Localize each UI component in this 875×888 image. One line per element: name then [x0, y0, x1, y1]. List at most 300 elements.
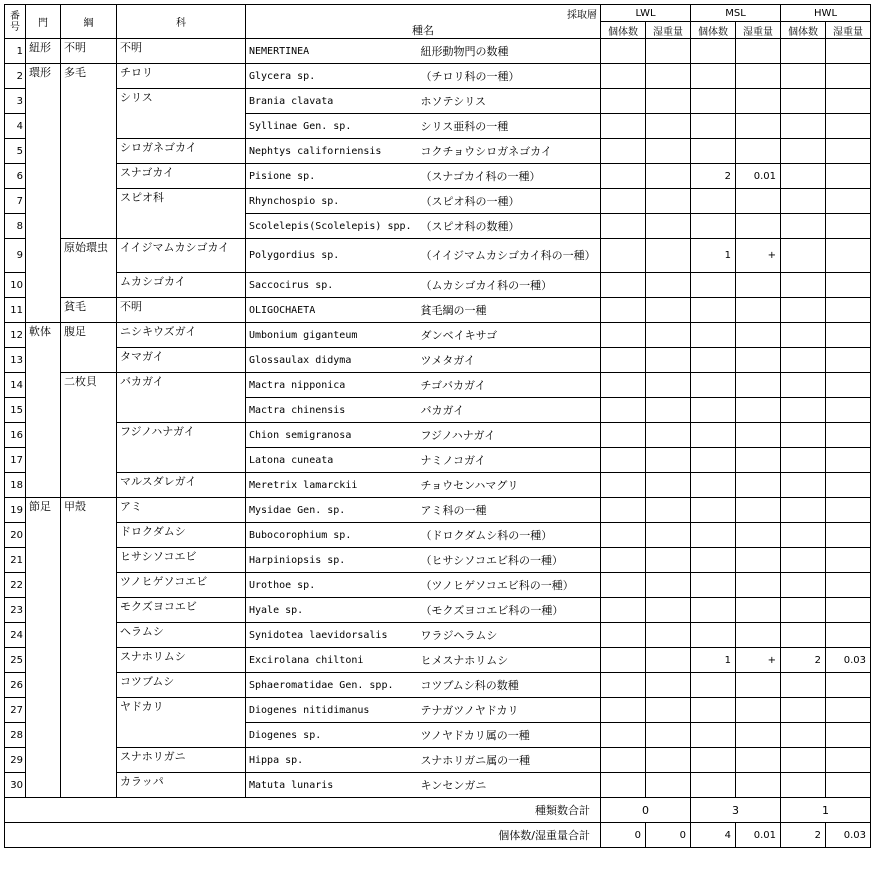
msl-weight: [736, 698, 781, 723]
hwl-weight: [826, 323, 871, 348]
family-cell: モクズヨコエビ: [117, 598, 246, 623]
msl-weight: [736, 398, 781, 423]
japanese-name: ツノヤドカリ属の一種: [418, 723, 601, 748]
lwl-weight: [646, 448, 691, 473]
header-layer: 採取層: [567, 10, 597, 21]
scientific-name: Synidotea laevidorsalis: [246, 623, 418, 648]
row-number: 20: [5, 523, 26, 548]
lwl-count: [601, 723, 646, 748]
hwl-count: [781, 348, 826, 373]
msl-weight: [736, 64, 781, 89]
msl-count: [691, 698, 736, 723]
row-number: 27: [5, 698, 26, 723]
msl-count: 1: [691, 239, 736, 273]
scientific-name: NEMERTINEA: [246, 39, 418, 64]
table-row: [5, 773, 871, 798]
family-cell: ツノヒゲソコエビ: [117, 573, 246, 598]
row-number: 21: [5, 548, 26, 573]
msl-count: [691, 673, 736, 698]
row-number: 7: [5, 189, 26, 214]
row-number: 16: [5, 423, 26, 448]
japanese-name: ナミノコガイ: [418, 448, 601, 473]
lwl-count: [601, 573, 646, 598]
scientific-name: Pisione sp.: [246, 164, 418, 189]
msl-weight: [736, 89, 781, 114]
row-number: 3: [5, 89, 26, 114]
table-row: [5, 748, 871, 773]
table-row: [5, 164, 871, 189]
family-cell: ドロクダムシ: [117, 523, 246, 548]
msl-count: [691, 598, 736, 623]
table-row: [5, 189, 871, 214]
lwl-weight: [646, 723, 691, 748]
hwl-count: [781, 139, 826, 164]
hwl-weight: [826, 348, 871, 373]
family-cell: スナホリガニ: [117, 748, 246, 773]
scientific-name: Syllinae Gen. sp.: [246, 114, 418, 139]
msl-count: [691, 64, 736, 89]
scientific-name: Mactra nipponica: [246, 373, 418, 398]
total-species-msl: 3: [691, 798, 781, 823]
hwl-weight: [826, 398, 871, 423]
class-cell: 腹足: [61, 323, 117, 373]
family-cell: カラッパ: [117, 773, 246, 798]
hwl-weight: [826, 548, 871, 573]
table-row: [5, 623, 871, 648]
japanese-name: ホソテシリス: [418, 89, 601, 114]
msl-weight: [736, 573, 781, 598]
lwl-weight: [646, 89, 691, 114]
phylum-cell: 軟体: [26, 323, 61, 498]
table-row: [5, 39, 871, 64]
hwl-weight: [826, 89, 871, 114]
lwl-weight: [646, 189, 691, 214]
hwl-weight: [826, 473, 871, 498]
lwl-weight: [646, 139, 691, 164]
hwl-count: [781, 673, 826, 698]
msl-weight: [736, 348, 781, 373]
japanese-name: コツブムシ科の数種: [418, 673, 601, 698]
hwl-weight: [826, 573, 871, 598]
lwl-count: [601, 498, 646, 523]
japanese-name: テナガツノヤドカリ: [418, 698, 601, 723]
scientific-name: Nephtys californiensis: [246, 139, 418, 164]
scientific-name: Chion semigranosa: [246, 423, 418, 448]
scientific-name: Mactra chinensis: [246, 398, 418, 423]
scientific-name: Brania clavata: [246, 89, 418, 114]
hwl-count: [781, 89, 826, 114]
msl-weight: [736, 773, 781, 798]
msl-count: [691, 523, 736, 548]
scientific-name: Harpiniopsis sp.: [246, 548, 418, 573]
header-no: 番号: [5, 5, 26, 39]
hwl-count: [781, 548, 826, 573]
table-row: [5, 698, 871, 723]
total-species-label: 種類数合計: [5, 798, 601, 823]
japanese-name: 貧毛綱の一種: [418, 298, 601, 323]
msl-count: [691, 273, 736, 298]
hwl-count: [781, 214, 826, 239]
row-number: 1: [5, 39, 26, 64]
msl-weight: [736, 423, 781, 448]
lwl-count: [601, 623, 646, 648]
scientific-name: Urothoe sp.: [246, 573, 418, 598]
family-cell: シリス: [117, 89, 246, 139]
hwl-weight: [826, 773, 871, 798]
class-cell: 甲殻: [61, 498, 117, 798]
hwl-count: [781, 523, 826, 548]
msl-weight: [736, 298, 781, 323]
lwl-count: [601, 239, 646, 273]
msl-weight: [736, 273, 781, 298]
lwl-weight: [646, 398, 691, 423]
total-species-lwl: 0: [601, 798, 691, 823]
lwl-weight: [646, 114, 691, 139]
msl-count: [691, 548, 736, 573]
family-cell: 不明: [117, 298, 246, 323]
msl-count: [691, 348, 736, 373]
row-number: 5: [5, 139, 26, 164]
lwl-count: [601, 298, 646, 323]
header-lwl: LWL: [601, 5, 691, 22]
class-cell: 二枚貝: [61, 373, 117, 498]
japanese-name: ツメタガイ: [418, 348, 601, 373]
table-row: [5, 64, 871, 89]
lwl-count: [601, 373, 646, 398]
scientific-name: Rhynchospio sp.: [246, 189, 418, 214]
msl-weight: [736, 473, 781, 498]
hwl-count: [781, 598, 826, 623]
family-cell: イイジマムカシゴカイ: [117, 239, 246, 273]
table-row: [5, 598, 871, 623]
scientific-name: Latona cuneata: [246, 448, 418, 473]
hwl-weight: [826, 164, 871, 189]
japanese-name: スナホリガニ属の一種: [418, 748, 601, 773]
total-msl-count: 4: [691, 823, 736, 848]
scientific-name: Bubocorophium sp.: [246, 523, 418, 548]
hwl-count: [781, 114, 826, 139]
scientific-name: Excirolana chiltoni: [246, 648, 418, 673]
row-number: 14: [5, 373, 26, 398]
msl-count: [691, 423, 736, 448]
hwl-weight: [826, 698, 871, 723]
msl-count: [691, 748, 736, 773]
japanese-name: 紐形動物門の数種: [418, 39, 601, 64]
hwl-count: [781, 298, 826, 323]
table-row: [5, 323, 871, 348]
lwl-count: [601, 39, 646, 64]
row-number: 15: [5, 398, 26, 423]
msl-weight: [736, 748, 781, 773]
hwl-weight: [826, 239, 871, 273]
lwl-count: [601, 64, 646, 89]
scientific-name: Hyale sp.: [246, 598, 418, 623]
lwl-weight: [646, 598, 691, 623]
hwl-count: [781, 164, 826, 189]
hwl-weight: [826, 139, 871, 164]
msl-weight: [736, 523, 781, 548]
hwl-weight: [826, 39, 871, 64]
lwl-count: [601, 323, 646, 348]
msl-weight: [736, 39, 781, 64]
hwl-count: [781, 623, 826, 648]
msl-weight: +: [736, 648, 781, 673]
lwl-count: [601, 523, 646, 548]
row-number: 26: [5, 673, 26, 698]
table-row: [5, 373, 871, 398]
row-number: 22: [5, 573, 26, 598]
lwl-weight: [646, 773, 691, 798]
japanese-name: （スナゴカイ科の一種）: [418, 164, 601, 189]
lwl-count: [601, 114, 646, 139]
scientific-name: OLIGOCHAETA: [246, 298, 418, 323]
hwl-count: [781, 64, 826, 89]
japanese-name: シリス亜科の一種: [418, 114, 601, 139]
row-number: 18: [5, 473, 26, 498]
msl-weight: [736, 448, 781, 473]
header-lwl-count: 個体数: [601, 22, 646, 39]
japanese-name: （ムカシゴカイ科の一種）: [418, 273, 601, 298]
lwl-count: [601, 673, 646, 698]
japanese-name: ヒメスナホリムシ: [418, 648, 601, 673]
msl-weight: [736, 598, 781, 623]
header-class: 綱: [61, 5, 117, 39]
japanese-name: （イイジマムカシゴカイ科の一種）: [418, 239, 601, 273]
scientific-name: Matuta lunaris: [246, 773, 418, 798]
lwl-weight: [646, 698, 691, 723]
hwl-weight: [826, 214, 871, 239]
table-row: [5, 298, 871, 323]
hwl-count: 2: [781, 648, 826, 673]
hwl-weight: [826, 598, 871, 623]
table-row: [5, 423, 871, 448]
family-cell: 不明: [117, 39, 246, 64]
total-species-hwl: 1: [781, 798, 871, 823]
scientific-name: Polygordius sp.: [246, 239, 418, 273]
family-cell: スナゴカイ: [117, 164, 246, 189]
total-lwl-weight: 0: [646, 823, 691, 848]
lwl-weight: [646, 164, 691, 189]
japanese-name: フジノハナガイ: [418, 423, 601, 448]
lwl-count: [601, 164, 646, 189]
hwl-weight: [826, 748, 871, 773]
class-cell: 貧毛: [61, 298, 117, 323]
msl-weight: [736, 189, 781, 214]
header-species: 種名: [412, 24, 434, 37]
family-cell: ヒサシソコエビ: [117, 548, 246, 573]
hwl-weight: [826, 423, 871, 448]
hwl-weight: [826, 448, 871, 473]
row-number: 19: [5, 498, 26, 523]
scientific-name: Saccocirus sp.: [246, 273, 418, 298]
family-cell: アミ: [117, 498, 246, 523]
family-cell: ヘラムシ: [117, 623, 246, 648]
family-cell: バカガイ: [117, 373, 246, 423]
msl-count: [691, 473, 736, 498]
japanese-name: ワラジヘラムシ: [418, 623, 601, 648]
lwl-weight: [646, 523, 691, 548]
row-number: 10: [5, 273, 26, 298]
header-lwl-weight: 湿重量: [646, 22, 691, 39]
scientific-name: Hippa sp.: [246, 748, 418, 773]
msl-weight: +: [736, 239, 781, 273]
lwl-weight: [646, 548, 691, 573]
header-msl-weight: 湿重量: [736, 22, 781, 39]
lwl-weight: [646, 673, 691, 698]
japanese-name: （スピオ科の一種）: [418, 189, 601, 214]
msl-count: 2: [691, 164, 736, 189]
lwl-count: [601, 748, 646, 773]
hwl-weight: 0.03: [826, 648, 871, 673]
msl-count: [691, 39, 736, 64]
phylum-cell: 節足: [26, 498, 61, 798]
hwl-count: [781, 398, 826, 423]
japanese-name: （チロリ科の一種）: [418, 64, 601, 89]
scientific-name: Diogenes sp.: [246, 723, 418, 748]
msl-count: [691, 298, 736, 323]
table-row: [5, 673, 871, 698]
msl-weight: [736, 548, 781, 573]
row-number: 6: [5, 164, 26, 189]
class-cell: 原始環虫: [61, 239, 117, 298]
header-hwl-weight: 湿重量: [826, 22, 871, 39]
hwl-count: [781, 448, 826, 473]
total-hwl-count: 2: [781, 823, 826, 848]
japanese-name: （ドロクダムシ科の一種）: [418, 523, 601, 548]
msl-count: [691, 723, 736, 748]
hwl-count: [781, 239, 826, 273]
lwl-count: [601, 189, 646, 214]
table-row: [5, 89, 871, 114]
table-row: [5, 573, 871, 598]
row-number: 2: [5, 64, 26, 89]
lwl-weight: [646, 239, 691, 273]
msl-weight: [736, 214, 781, 239]
row-number: 4: [5, 114, 26, 139]
header-msl: MSL: [691, 5, 781, 22]
lwl-weight: [646, 348, 691, 373]
phylum-cell: 紐形: [26, 39, 61, 64]
msl-weight: [736, 114, 781, 139]
family-cell: フジノハナガイ: [117, 423, 246, 473]
table-row: [5, 523, 871, 548]
total-count-row: [5, 823, 871, 848]
japanese-name: （スピオ科の数種）: [418, 214, 601, 239]
msl-count: [691, 573, 736, 598]
msl-count: [691, 214, 736, 239]
hwl-weight: [826, 673, 871, 698]
hwl-count: [781, 723, 826, 748]
hwl-weight: [826, 523, 871, 548]
phylum-cell: 環形: [26, 64, 61, 323]
table-row: [5, 473, 871, 498]
scientific-name: Meretrix lamarckii: [246, 473, 418, 498]
total-msl-weight: 0.01: [736, 823, 781, 848]
lwl-count: [601, 448, 646, 473]
row-number: 8: [5, 214, 26, 239]
hwl-count: [781, 189, 826, 214]
lwl-weight: [646, 473, 691, 498]
hwl-count: [781, 423, 826, 448]
lwl-weight: [646, 64, 691, 89]
header-family: 科: [117, 5, 246, 39]
lwl-weight: [646, 748, 691, 773]
lwl-count: [601, 598, 646, 623]
row-number: 24: [5, 623, 26, 648]
hwl-weight: [826, 189, 871, 214]
header-phylum: 門: [26, 5, 61, 39]
scientific-name: Sphaeromatidae Gen. spp.: [246, 673, 418, 698]
hwl-count: [781, 273, 826, 298]
lwl-weight: [646, 39, 691, 64]
table-row: [5, 548, 871, 573]
total-hwl-weight: 0.03: [826, 823, 871, 848]
row-number: 11: [5, 298, 26, 323]
msl-weight: [736, 723, 781, 748]
lwl-count: [601, 348, 646, 373]
scientific-name: Diogenes nitidimanus: [246, 698, 418, 723]
msl-count: [691, 323, 736, 348]
lwl-weight: [646, 298, 691, 323]
lwl-count: [601, 473, 646, 498]
lwl-weight: [646, 648, 691, 673]
msl-count: [691, 498, 736, 523]
table-row: [5, 498, 871, 523]
lwl-count: [601, 423, 646, 448]
family-cell: スナホリムシ: [117, 648, 246, 673]
hwl-weight: [826, 64, 871, 89]
family-cell: ニシキウズガイ: [117, 323, 246, 348]
table-row: [5, 273, 871, 298]
family-cell: マルスダレガイ: [117, 473, 246, 498]
table-row: [5, 139, 871, 164]
family-cell: タマガイ: [117, 348, 246, 373]
scientific-name: Glossaulax didyma: [246, 348, 418, 373]
scientific-name: Mysidae Gen. sp.: [246, 498, 418, 523]
lwl-weight: [646, 273, 691, 298]
row-number: 12: [5, 323, 26, 348]
hwl-count: [781, 698, 826, 723]
lwl-count: [601, 139, 646, 164]
msl-weight: [736, 323, 781, 348]
hwl-weight: [826, 273, 871, 298]
japanese-name: コクチョウシロガネゴカイ: [418, 139, 601, 164]
hwl-count: [781, 748, 826, 773]
lwl-count: [601, 773, 646, 798]
msl-count: [691, 773, 736, 798]
hwl-weight: [826, 298, 871, 323]
scientific-name: Scolelepis(Scolelepis) spp.: [246, 214, 418, 239]
lwl-count: [601, 273, 646, 298]
japanese-name: キンセンガニ: [418, 773, 601, 798]
hwl-count: [781, 39, 826, 64]
lwl-weight: [646, 214, 691, 239]
msl-weight: [736, 498, 781, 523]
japanese-name: （モクズヨコエビ科の一種）: [418, 598, 601, 623]
msl-count: [691, 89, 736, 114]
msl-count: 1: [691, 648, 736, 673]
hwl-weight: [826, 623, 871, 648]
hwl-count: [781, 773, 826, 798]
hwl-count: [781, 573, 826, 598]
msl-count: [691, 373, 736, 398]
header-row-1: [5, 5, 871, 22]
table-row: [5, 348, 871, 373]
family-cell: シロガネゴカイ: [117, 139, 246, 164]
msl-weight: [736, 373, 781, 398]
lwl-weight: [646, 423, 691, 448]
japanese-name: バカガイ: [418, 398, 601, 423]
